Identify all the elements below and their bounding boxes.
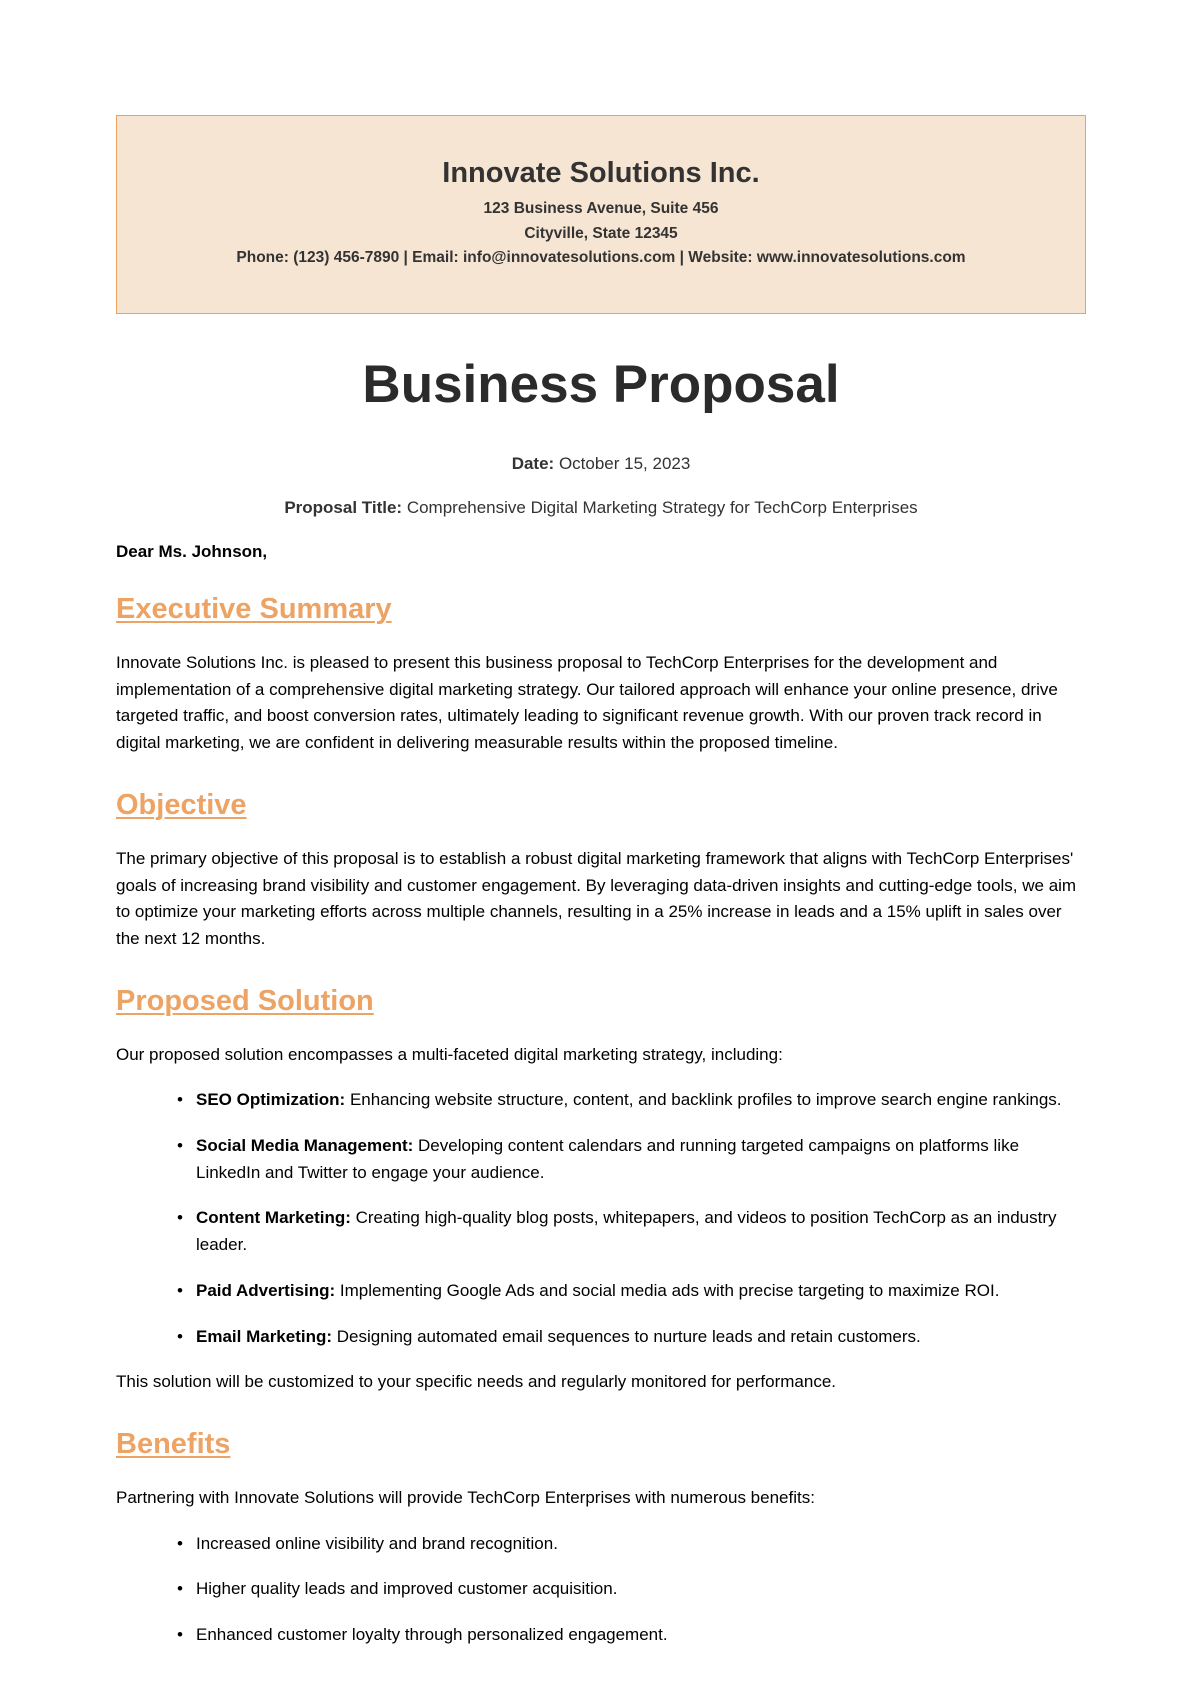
list-item-benefit: [177, 1531, 1086, 1558]
objective-body: The primary objective of this proposal is to establish a robust digital marketing framework that aligns with TechCorp Enterprises' goals of increasing brand visibility and customer engagement. By leveraging data-driven insights and cutting-edge tools, we aim to optimize your marketing efforts across multiple channels, resulting in a 25% increase in leads and a 15% uplift in sales over the next 12 months.: [116, 848, 1077, 948]
executive-summary-body: Innovate Solutions Inc. is pleased to present this business proposal to TechCorp Enterprises for the development and implementation of a comprehensive digital marketing strategy. Our tailored approach will enhance your online presence, drive targeted traffic, and boost conversion rates, ultimately leading to significant revenue growth. With our proven track record in digital marketing, we are confident in delivering measurable results within the proposed timeline.: [116, 653, 1058, 753]
list-item-label: Paid Advertising:: [196, 1280, 336, 1300]
proposed-solution-closing: This solution will be customized to your specific needs and regularly monitored for performance.: [116, 1372, 837, 1392]
list-item-content-marketing: [177, 1205, 1086, 1258]
bullet-icon: •: [177, 1625, 183, 1645]
proposal-title-label: Proposal Title:: [284, 498, 403, 517]
list-item-paid-advertising: [177, 1278, 1086, 1305]
bullet-icon: •: [177, 1090, 183, 1110]
list-item-label: Social Media Management:: [196, 1136, 414, 1156]
proposal-date: [116, 453, 1086, 475]
salutation: Dear Ms. Johnson,: [116, 542, 268, 561]
list-item-benefit: [177, 1622, 1086, 1649]
date-value: October 15, 2023: [558, 454, 691, 473]
bullet-icon: •: [177, 1533, 183, 1553]
proposal-title-value: Comprehensive Digital Marketing Strategy for TechCorp Enterprises: [406, 498, 918, 517]
document-title: Business Proposal: [362, 355, 840, 414]
list-item-text: Enhanced customer loyalty through personalized engagement.: [196, 1625, 668, 1645]
document-page: [116, 115, 1086, 1649]
company-address-line2: Cityville, State 12345: [524, 224, 678, 242]
section-heading-executive-summary: Executive Summary: [116, 593, 392, 625]
proposed-solution-intro: Our proposed solution encompasses a multi-faceted digital marketing strategy, including:: [116, 1044, 783, 1064]
list-item-text: Increased online visibility and brand recognition.: [196, 1533, 558, 1553]
list-item-label: Email Marketing:: [196, 1326, 333, 1346]
bullet-icon: •: [177, 1208, 183, 1228]
list-item-benefit: [177, 1576, 1086, 1603]
list-item-text: Developing content calendars and running targeted campaigns on platforms like LinkedIn and Twitter to engage your audience.: [196, 1136, 1020, 1182]
list-item-text: Creating high-quality blog posts, whitepapers, and videos to position TechCorp as an industry leader.: [196, 1208, 1057, 1255]
letterhead: [116, 115, 1086, 314]
company-contact-line: Phone: (123) 456-7890 | Email: info@innovatesolutions.com | Website: www.innovatesolutions.com: [236, 249, 966, 266]
list-item-text: Designing automated email sequences to nurture leads and retain customers.: [332, 1326, 921, 1346]
benefits-intro: Partnering with Innovate Solutions will provide TechCorp Enterprises with numerous benefits:: [116, 1487, 815, 1507]
proposed-solution-list: [116, 1087, 1086, 1350]
list-item-text: Implementing Google Ads and social media ads with precise targeting to maximize ROI.: [335, 1280, 1000, 1300]
proposal-title: [116, 497, 1086, 519]
section-heading-proposed-solution: Proposed Solution: [116, 984, 374, 1017]
bullet-icon: •: [177, 1136, 183, 1156]
bullet-icon: •: [177, 1579, 183, 1599]
list-item-email-marketing: [177, 1324, 1086, 1351]
benefits-list: [116, 1531, 1086, 1649]
company-name: Innovate Solutions Inc.: [442, 157, 760, 189]
list-item-label: Content Marketing:: [196, 1208, 351, 1228]
list-item-label: SEO Optimization:: [196, 1090, 346, 1110]
section-heading-benefits: Benefits: [116, 1427, 231, 1460]
bullet-icon: •: [177, 1280, 183, 1300]
company-address-line1: 123 Business Avenue, Suite 456: [483, 200, 719, 217]
list-item-text: Higher quality leads and improved customer acquisition.: [196, 1579, 618, 1599]
bullet-icon: •: [177, 1326, 183, 1346]
list-item-seo: [177, 1087, 1086, 1114]
list-item-social-media: [177, 1133, 1086, 1186]
date-label: Date:: [511, 454, 555, 473]
list-item-text: Enhancing website structure, content, and backlink profiles to improve search engine rankings.: [345, 1090, 1062, 1110]
section-heading-objective: Objective: [116, 788, 247, 821]
